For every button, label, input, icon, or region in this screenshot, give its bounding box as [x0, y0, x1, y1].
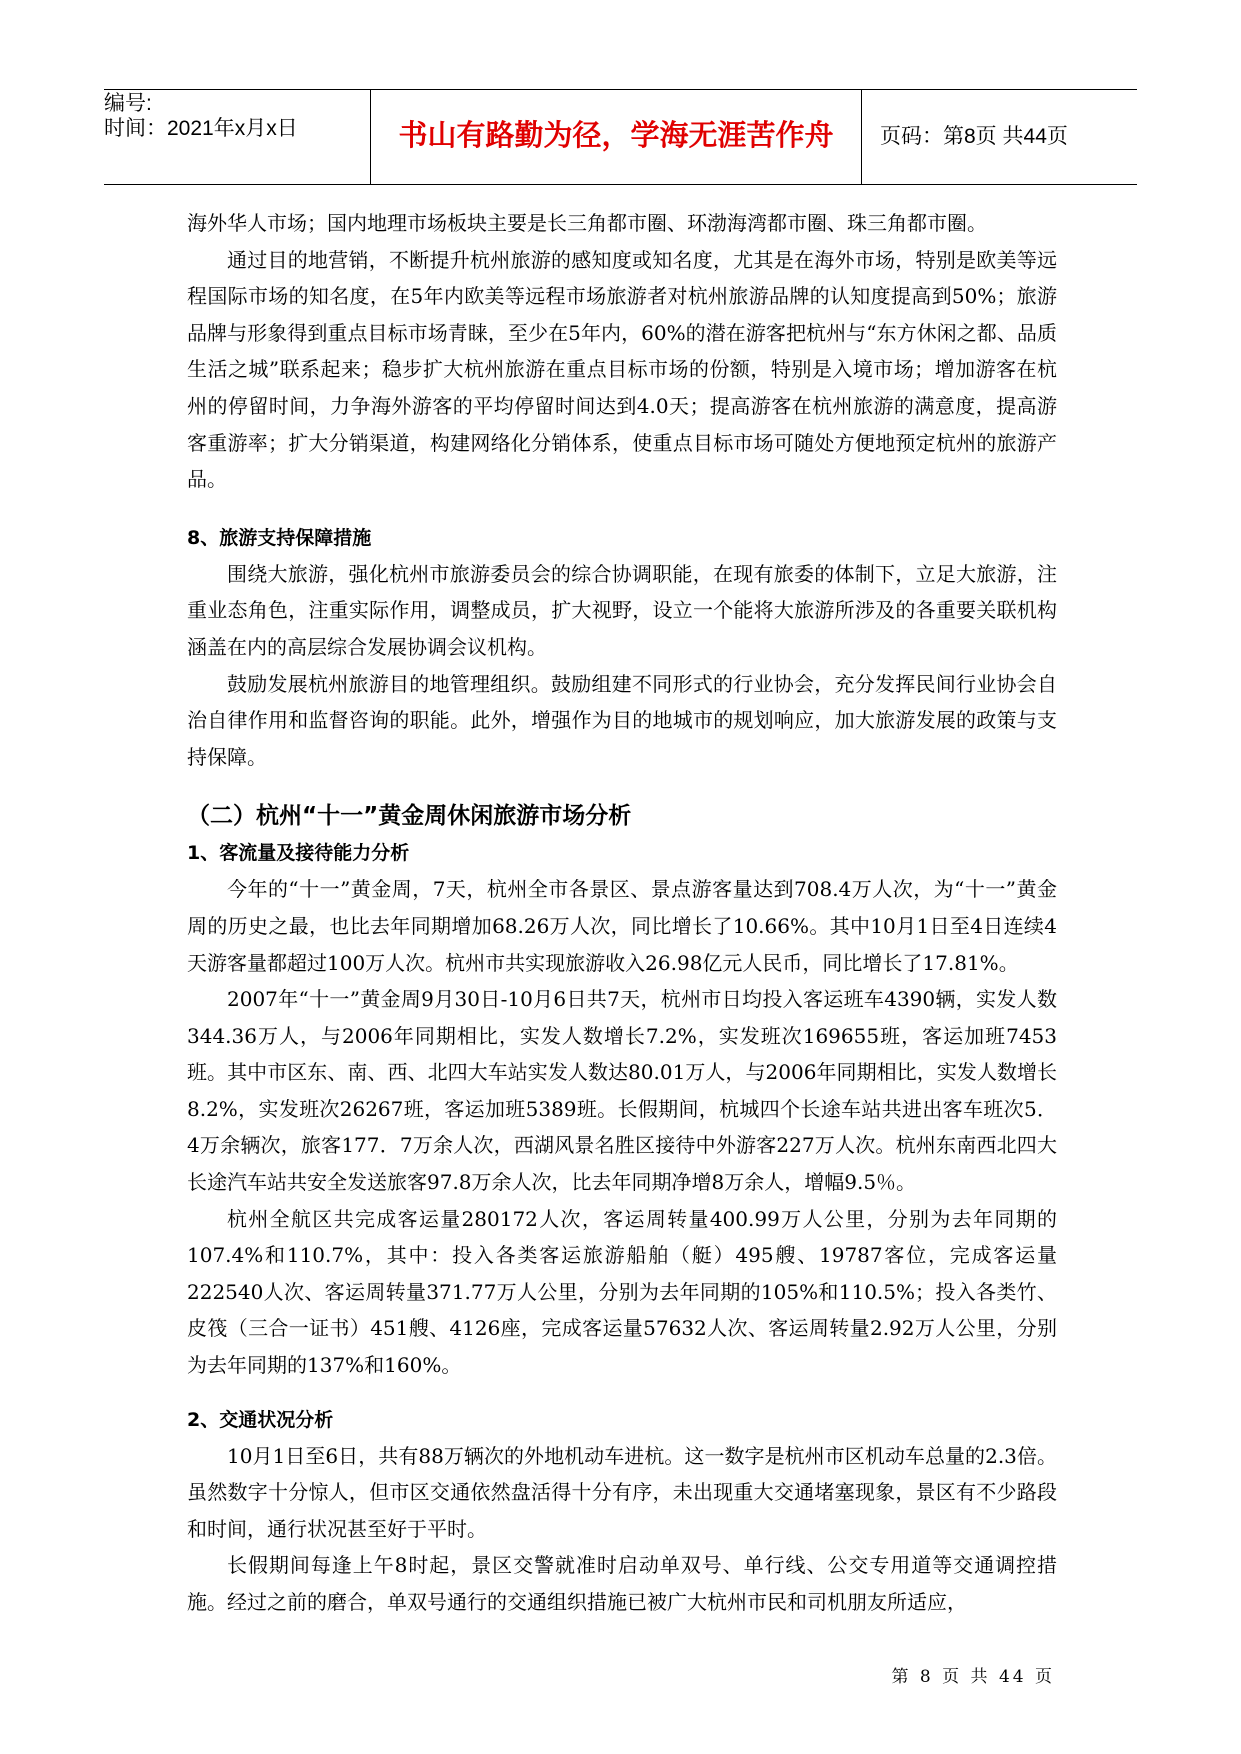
section-heading: 2、交通状况分析: [187, 1408, 334, 1431]
document-body: [187, 205, 1057, 1621]
header-motto-cell: [371, 90, 862, 184]
paragraph: 杭州全航区共完成客运量280172人次，客运周转量400.99万人公里，分别为去年同期的107.4%和110.7%，其中：投入各类客运旅游船舶（艇）495艘、19787客位，完成客运量222540人次、客运周转量371.77万人公里，分别为去年同期的105%和110.5%；投入各类竹、皮筏（三合一证书）451艘、4126座，完成客运量57632人次、客运周转量2.92万人公里，分别为去年同期的137%和160%。: [187, 1206, 1057, 1378]
paragraph: 10月1日至6日，共有88万辆次的外地机动车进杭。这一数字是杭州市区机动车总量的2.3倍。虽然数字十分惊人，但市区交通依然盘活得十分有序，未出现重大交通堵塞现象，景区有不少路段和时间，通行状况甚至好于平时。: [187, 1443, 1057, 1541]
chapter-heading: （二）杭州“十一”黄金周休闲旅游市场分析: [187, 803, 632, 830]
page-footer: 第 8 页 共 44 页: [891, 1667, 1055, 1687]
header-info-cell: [104, 90, 371, 184]
header-motto: 书山有路勤为径，学海无涯苦作舟: [398, 118, 834, 152]
paragraph: 长假期间每逢上午8时起，景区交警就准时启动单双号、单行线、公交专用道等交通调控措施。经过之前的磨合，单双号通行的交通组织措施已被广大杭州市民和司机朋友所适应，: [187, 1553, 1057, 1614]
paragraph: 2007年“十一”黄金周9月30日-10月6日共7天，杭州市日均投入客运班车4390辆，实发人数344.36万人，与2006年同期相比，实发人数增长7.2%，实发班次169655班，客运加班7453班。其中市区东、南、西、北四大车站实发人数达80.01万人，与2006年同期相比，实发人数增长8.2%，实发班次26267班，客运加班5389班。长假期间，杭城四个长途车站共进出客车班次5．4万余辆次，旅客177．7万余人次，西湖风景名胜区接待中外游客227万人次。杭州东南西北四大长途汽车站共安全发送旅客97.8万余人次，比去年同期净增8万余人，增幅9.5％。: [187, 987, 1057, 1195]
header-page-cell: [862, 90, 1137, 184]
paragraph: 今年的“十一”黄金周，7天，杭州全市各景区、景点游客量达到708.4万人次，为“十一”黄金周的历史之最，也比去年同期增加68.26万人次，同比增长了10.66%。其中10月1日至4日连续4天游客量都超过100万人次。杭州市共实现旅游收入26.98亿元人民币，同比增长了17.81%。: [187, 877, 1057, 975]
section-heading: 1、客流量及接待能力分析: [187, 842, 410, 865]
section-heading: 8、旅游支持保障措施: [187, 526, 372, 549]
document-number-label: 编号:: [104, 92, 152, 115]
spacer: [187, 775, 1057, 797]
paragraph: 通过目的地营销，不断提升杭州旅游的感知度或知名度，尤其是在海外市场，特别是欧美等远程国际市场的知名度，在5年内欧美等远程市场旅游者对杭州旅游品牌的认知度提高到50%；旅游品牌与形象得到重点目标市场青睐，至少在5年内，60%的潜在游客把杭州与“东方休闲之都、品质生活之城”联系起来；稳步扩大杭州旅游在重点目标市场的份额，特别是入境市场；增加游客在杭州的停留时间，力争海外游客的平均停留时间达到4.0天；提高游客在杭州旅游的满意度，提高游客重游率；扩大分销渠道，构建网络化分销体系，使重点目标市场可随处方便地预定杭州的旅游产品。: [187, 247, 1057, 492]
paragraph: 鼓励发展杭州旅游目的地管理组织。鼓励组建不同形式的行业协会，充分发挥民间行业协会自治自律作用和监督咨询的职能。此外，增强作为目的地城市的规划响应，加大旅游发展的政策与支持保障。: [187, 671, 1057, 769]
spacer: [187, 498, 1057, 520]
paragraph: 围绕大旅游，强化杭州市旅游委员会的综合协调职能，在现有旅委的体制下，立足大旅游，注重业态角色，注重实际作用，调整成员，扩大视野，设立一个能将大旅游所涉及的各重要关联机构涵盖在内的高层综合发展协调会议机构。: [187, 561, 1057, 659]
spacer: [187, 1384, 1057, 1402]
document-header: [104, 89, 1137, 185]
header-page-number: 页码：第8页 共44页: [880, 125, 1068, 148]
paragraph: 海外华人市场；国内地理市场板块主要是长三角都市圈、环渤海湾都市圈、珠三角都市圈。: [187, 211, 987, 235]
document-time-label: 时间：2021年x月x日: [104, 117, 298, 140]
